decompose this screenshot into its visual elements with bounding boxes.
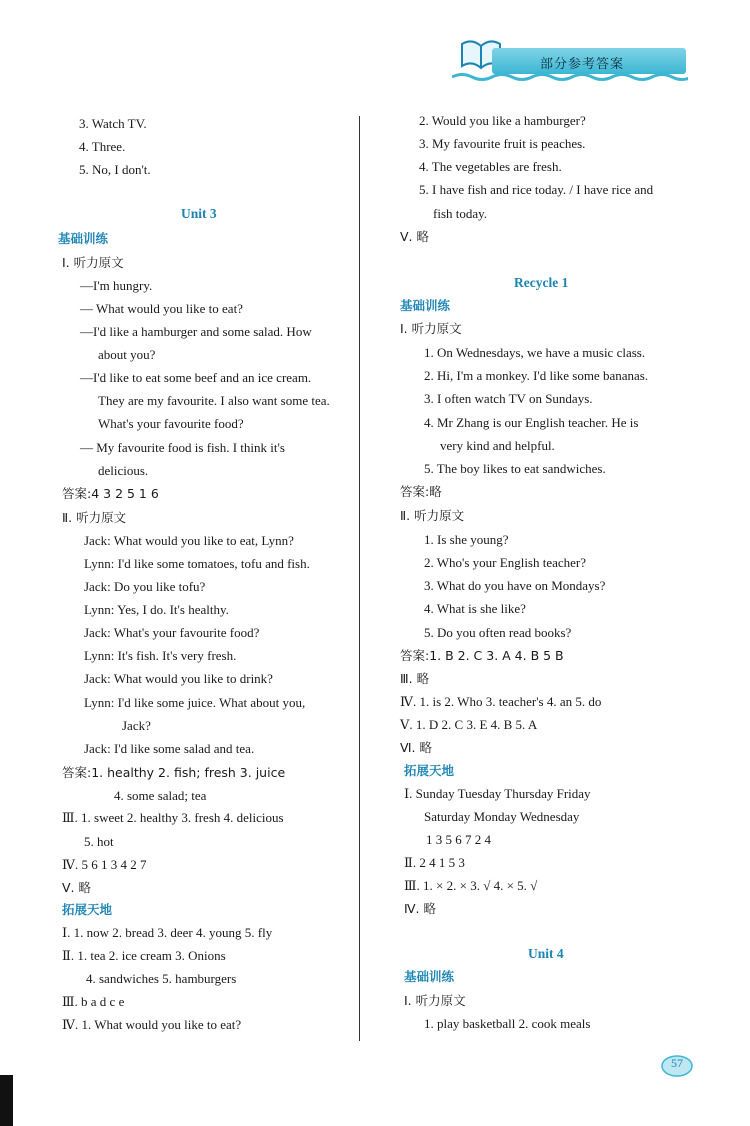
text-line: — My favourite food is fish. I think it's: [80, 440, 285, 455]
text-line: very kind and helpful.: [440, 438, 555, 453]
text-line: Ⅲ. 1. × 2. × 3. √ 4. × 5. √: [404, 878, 538, 893]
answer-line: 答案:略: [400, 484, 442, 499]
text-line: Ⅲ. 略: [400, 671, 430, 686]
text-line: Ⅴ. 略: [400, 229, 429, 244]
text-line: 4. Mr Zhang is our English teacher. He is: [424, 415, 639, 430]
text-line: 1 3 5 6 7 2 4: [426, 832, 491, 847]
answer-line: 答案:1. healthy 2. fish; fresh 3. juice: [62, 765, 286, 780]
text-line: Ⅳ. 1. What would you like to eat?: [62, 1017, 242, 1032]
text-line: 5. No, I don't.: [79, 162, 151, 177]
text-line: Jack: Do you like tofu?: [84, 579, 206, 594]
section-heading: 基础训练: [58, 231, 109, 246]
answer-line: 答案:1. B 2. C 3. A 4. B 5 B: [400, 648, 564, 663]
text-line: Ⅳ. 略: [404, 901, 436, 916]
text-line: 5. hot: [84, 834, 114, 849]
text-line: 3. I often watch TV on Sundays.: [424, 391, 593, 406]
text-line: fish today.: [433, 206, 488, 221]
text-line: Ⅲ. 1. sweet 2. healthy 3. fresh 4. delicious: [62, 810, 284, 825]
text-line: Ⅰ. Sunday Tuesday Thursday Friday: [404, 786, 591, 801]
text-line: delicious.: [98, 463, 149, 478]
unit-title: Unit 3: [181, 206, 217, 221]
text-line: Ⅵ. 略: [400, 740, 432, 755]
text-line: 2. Hi, I'm a monkey. I'd like some bananas.: [424, 368, 649, 383]
text-line: 4. Three.: [79, 139, 126, 154]
text-line: Lynn: It's fish. It's very fresh.: [84, 648, 237, 663]
page-header: [452, 34, 688, 82]
text-line: —I'd like to eat some beef and an ice cream.: [80, 370, 312, 385]
text-line: 2. Who's your English teacher?: [424, 555, 587, 570]
text-line: — What would you like to eat?: [80, 301, 243, 316]
header-wave: [452, 72, 688, 82]
text-line: 1. Is she young?: [424, 532, 509, 547]
section-heading: 基础训练: [400, 298, 451, 313]
text-line: 1. play basketball 2. cook meals: [424, 1016, 591, 1031]
text-line: Ⅱ. 2 4 1 5 3: [404, 855, 465, 870]
text-line: Ⅲ. b a d c e: [62, 994, 125, 1009]
text-line: Jack: I'd like some salad and tea.: [84, 741, 255, 756]
page-number: 57: [671, 1056, 683, 1070]
text-line: 3. What do you have on Mondays?: [424, 578, 606, 593]
text-line: Ⅰ. 听力原文: [404, 993, 466, 1008]
text-line: Ⅱ. 听力原文: [400, 508, 465, 523]
text-line: Ⅰ. 听力原文: [62, 255, 124, 270]
text-line: Ⅳ. 5 6 1 3 4 2 7: [62, 857, 147, 872]
text-line: 5. Do you often read books?: [424, 625, 572, 640]
section-heading: 拓展天地: [62, 902, 113, 917]
text-line: Jack?: [122, 718, 151, 733]
header-title: 部分参考答案: [540, 57, 625, 72]
text-line: 4. What is she like?: [424, 601, 526, 616]
text-line: 5. I have fish and rice today. / I have rice and: [419, 182, 654, 197]
text-line: Ⅳ. 1. is 2. Who 3. teacher's 4. an 5. do: [400, 694, 602, 709]
text-line: 4. sandwiches 5. hamburgers: [86, 971, 237, 986]
unit-title: Unit 4: [528, 946, 564, 961]
text-line: Ⅱ. 1. tea 2. ice cream 3. Onions: [62, 948, 226, 963]
text-line: Ⅰ. 听力原文: [400, 321, 462, 336]
text-line: They are my favourite. I also want some tea.: [98, 393, 330, 408]
answer-line: 4. some salad; tea: [114, 788, 207, 803]
text-line: about you?: [98, 347, 156, 362]
text-line: 2. Would you like a hamburger?: [419, 113, 586, 128]
edge-bar: [0, 1075, 13, 1126]
text-line: —I'd like a hamburger and some salad. How: [80, 324, 312, 339]
text-line: Jack: What would you like to eat, Lynn?: [84, 533, 294, 548]
text-line: What's your favourite food?: [98, 416, 244, 431]
text-line: Ⅴ. 1. D 2. C 3. E 4. B 5. A: [400, 717, 538, 732]
text-line: 4. The vegetables are fresh.: [419, 159, 562, 174]
text-line: Lynn: Yes, I do. It's healthy.: [84, 602, 229, 617]
text-line: Saturday Monday Wednesday: [424, 809, 580, 824]
text-line: 3. Watch TV.: [79, 116, 147, 131]
text-line: Jack: What's your favourite food?: [84, 625, 260, 640]
text-line: Jack: What would you like to drink?: [84, 671, 273, 686]
text-line: Ⅱ. 听力原文: [62, 510, 127, 525]
unit-title: Recycle 1: [514, 275, 569, 290]
answer-line: 答案:4 3 2 5 1 6: [62, 486, 159, 501]
text-line: —I'm hungry.: [80, 278, 153, 293]
text-line: Lynn: I'd like some juice. What about you,: [84, 695, 306, 710]
text-line: Ⅴ. 略: [62, 880, 91, 895]
section-heading: 拓展天地: [404, 763, 455, 778]
text-line: 3. My favourite fruit is peaches.: [419, 136, 586, 151]
text-line: 5. The boy likes to eat sandwiches.: [424, 461, 606, 476]
column-divider: [359, 116, 360, 1041]
section-heading: 基础训练: [404, 969, 455, 984]
text-line: Ⅰ. 1. now 2. bread 3. deer 4. young 5. fly: [62, 925, 273, 940]
text-line: 1. On Wednesdays, we have a music class.: [424, 345, 646, 360]
text-line: Lynn: I'd like some tomatoes, tofu and fish.: [84, 556, 310, 571]
